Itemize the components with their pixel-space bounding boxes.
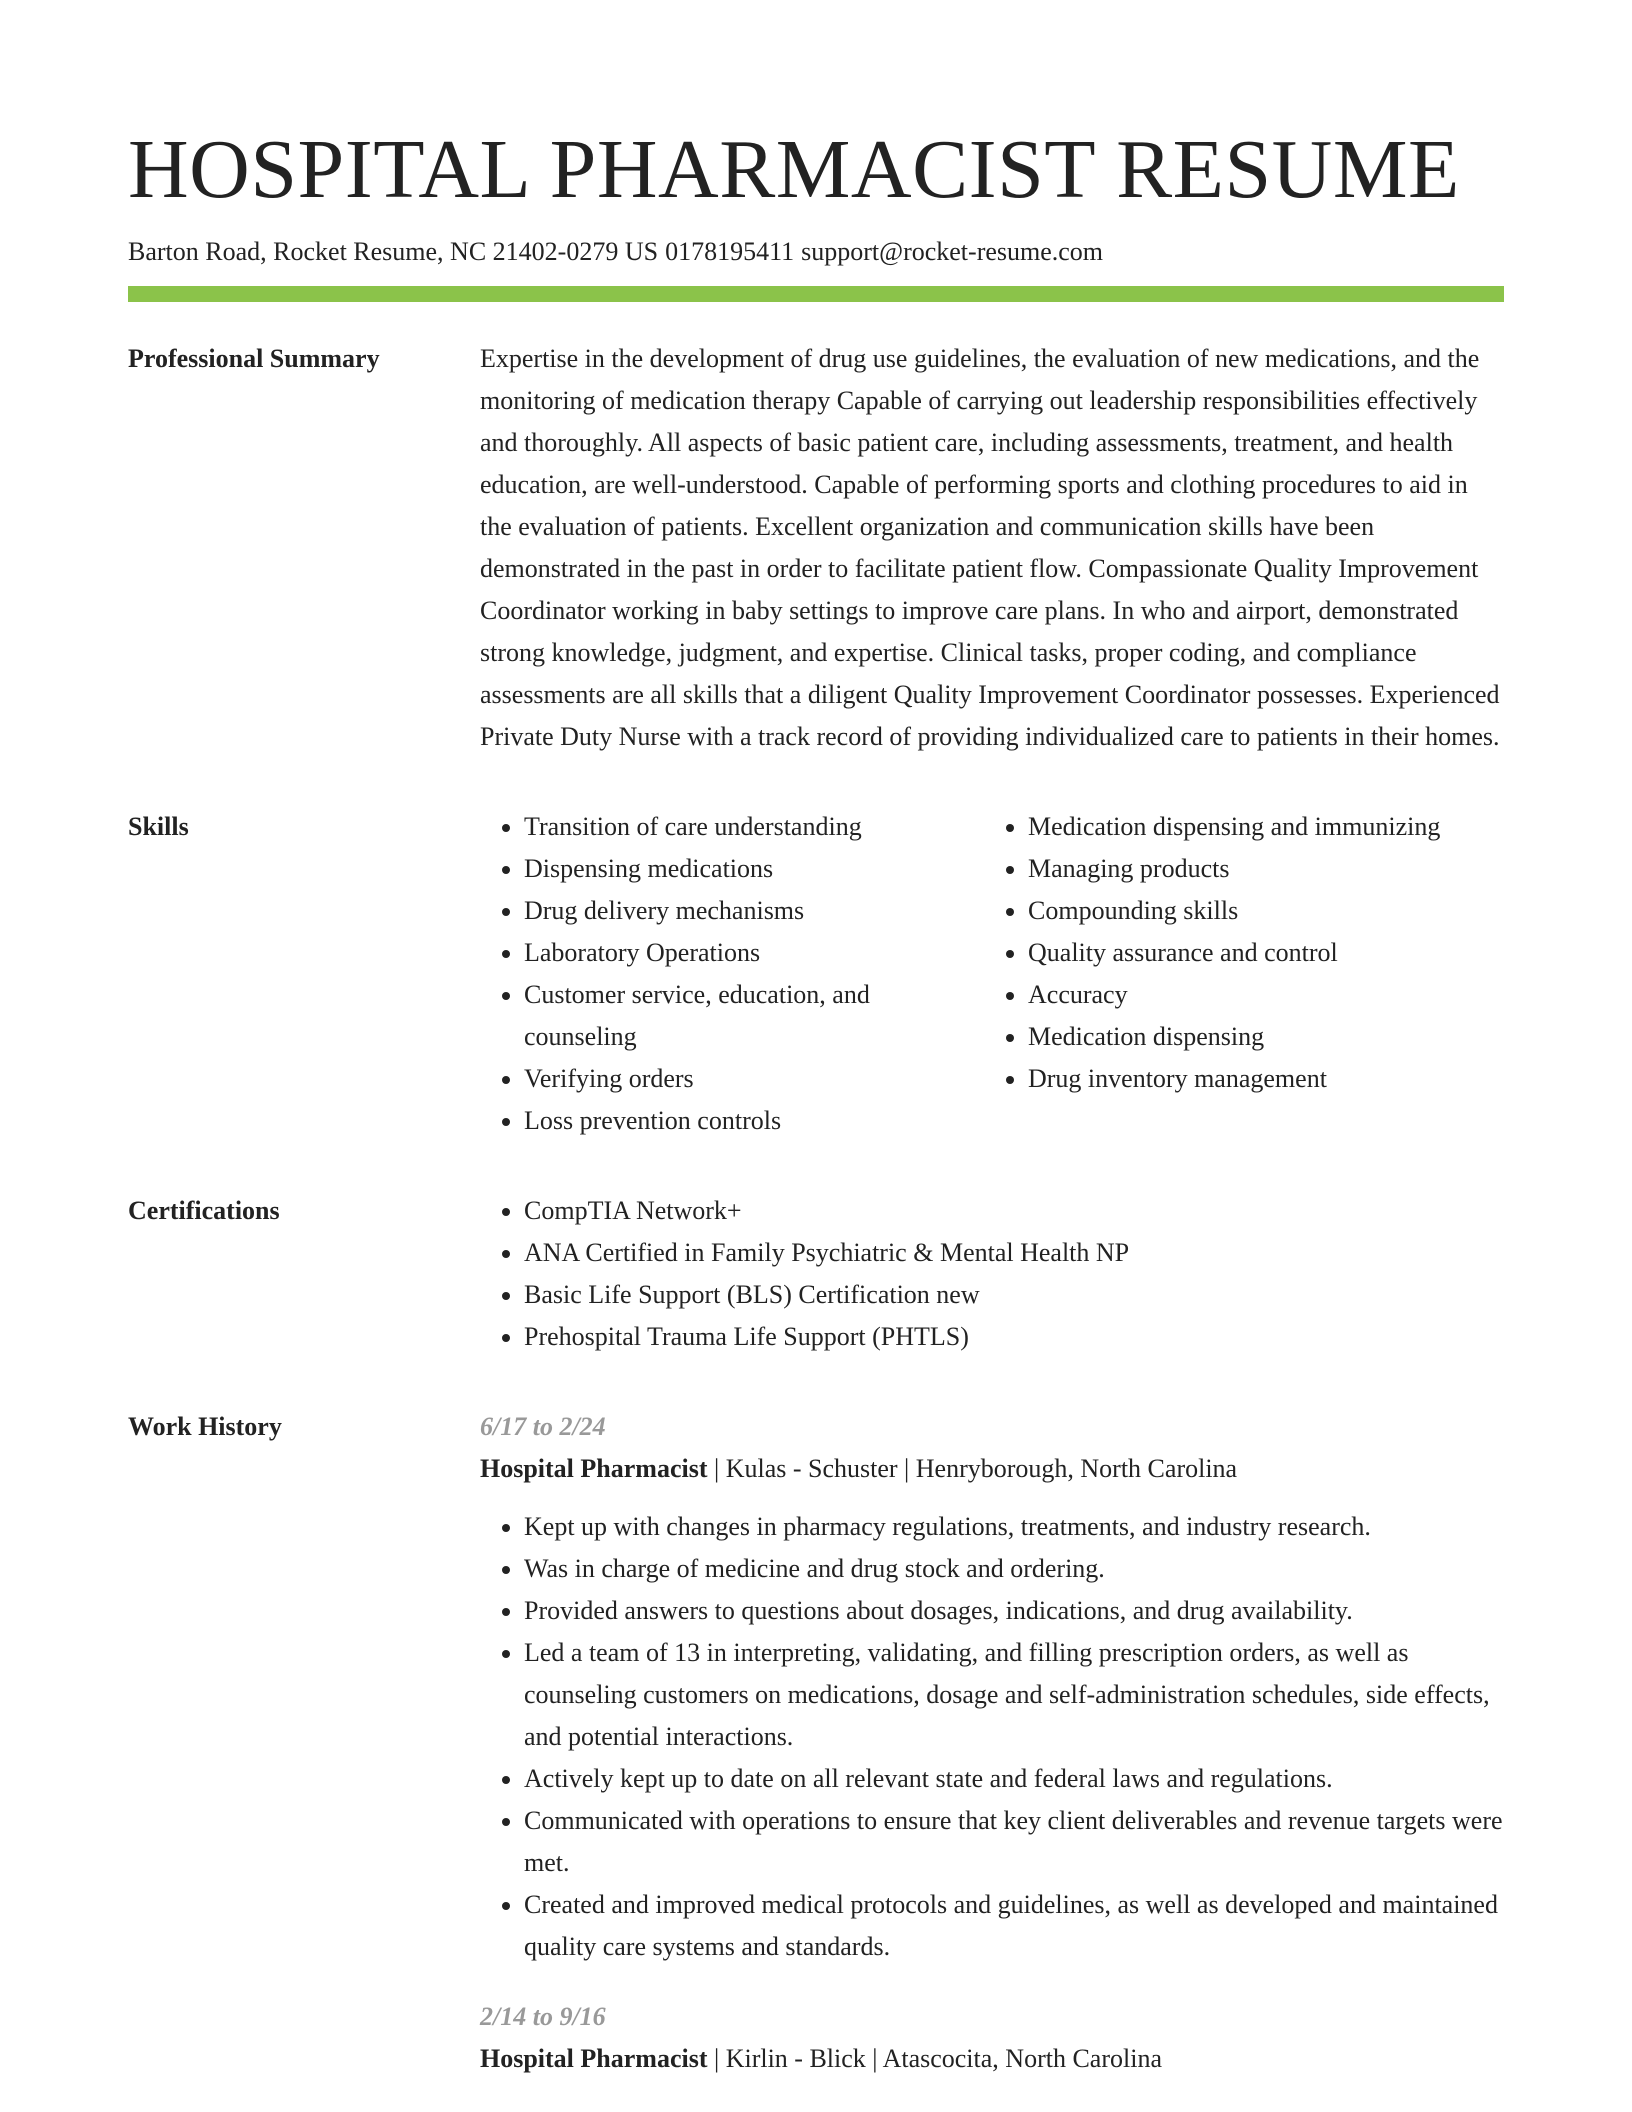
header-divider (128, 286, 1504, 302)
list-item: • Dispensing medications (524, 848, 984, 890)
contact-line (128, 234, 1504, 270)
email: support@rocket-resume.com (801, 237, 1104, 266)
address: Barton Road, Rocket Resume, NC 21402-0279 US (128, 237, 659, 266)
work-history-heading: Work History (128, 1412, 282, 1441)
list-item: • Laboratory Operations (524, 932, 984, 974)
skills-list-right (984, 806, 1504, 1142)
skills-list-left (480, 806, 984, 1142)
job-entry (480, 1996, 1504, 2080)
list-item: • Customer service, education, and counseling (524, 974, 984, 1058)
list-item: • Accuracy (1028, 974, 1504, 1016)
skills-heading: Skills (128, 812, 189, 841)
certifications-section (128, 1190, 1504, 1358)
skills-section (128, 806, 1504, 1142)
job-dates: 2/14 to 9/16 (480, 2002, 606, 2031)
list-item: • Quality assurance and control (1028, 932, 1504, 974)
list-item: • Communicated with operations to ensure that key client deliverables and revenue targets were met. (524, 1800, 1504, 1884)
list-item: • Basic Life Support (BLS) Certification new (524, 1274, 1504, 1316)
list-item: • Was in charge of medicine and drug stock and ordering. (524, 1548, 1504, 1590)
job-role: Hospital Pharmacist (480, 1454, 708, 1483)
list-item: • Loss prevention controls (524, 1100, 984, 1142)
resume-title: HOSPITAL PHARMACIST RESUME (128, 123, 1460, 216)
list-item: • CompTIA Network+ (524, 1190, 1504, 1232)
summary-section (128, 338, 1504, 758)
list-item: • Transition of care understanding (524, 806, 984, 848)
summary-heading: Professional Summary (128, 344, 380, 373)
summary-text: Expertise in the development of drug use guidelines, the evaluation of new medications, and the monitoring of medication therapy Capable of carrying out leadership responsibilities effectively and thoroughly. All aspects of basic patient care, including assessments, treatment, and health education, are well-understood. Capable of performing sports and clothing procedures to aid in the evaluation of patients. Excellent organization and communication skills have been demonstrated in the past in order to facilitate patient flow. Compassionate Quality Improvement Coordinator working in baby settings to improve care plans. In who and airport, demonstrated strong knowledge, judgment, and expertise. Clinical tasks, proper coding, and compliance assessments are all skills that a diligent Quality Improvement Coordinator possesses. Experienced Private Duty Nurse with a track record of providing individualized care to patients in their homes. (480, 344, 1500, 751)
job-bullets (480, 1506, 1504, 1968)
list-item: • Provided answers to questions about dosages, indications, and drug availability. (524, 1590, 1504, 1632)
list-item: • Drug delivery mechanisms (524, 890, 984, 932)
certifications-list (480, 1190, 1504, 1358)
certifications-heading: Certifications (128, 1196, 280, 1225)
list-item: • ANA Certified in Family Psychiatric & Mental Health NP (524, 1232, 1504, 1274)
job-dates: 6/17 to 2/24 (480, 1412, 606, 1441)
list-item: • Compounding skills (1028, 890, 1504, 932)
work-history-section (128, 1406, 1504, 2080)
list-item: • Medication dispensing (1028, 1016, 1504, 1058)
list-item: • Created and improved medical protocols and guidelines, as well as developed and maintained quality care systems and standards. (524, 1884, 1504, 1968)
resume-page (128, 0, 1504, 2080)
list-item: • Led a team of 13 in interpreting, validating, and filling prescription orders, as well as counseling customers on medications, dosage and self-administration schedules, side effects, and potential interactions. (524, 1632, 1504, 1758)
job-title-line (480, 2038, 1504, 2080)
job-role: Hospital Pharmacist (480, 2044, 708, 2073)
list-item: • Verifying orders (524, 1058, 984, 1100)
list-item: • Kept up with changes in pharmacy regulations, treatments, and industry research. (524, 1506, 1504, 1548)
job-details: | Kirlin - Blick | Atascocita, North Carolina (707, 2044, 1162, 2073)
job-entry (480, 1406, 1504, 1968)
list-item: • Prehospital Trauma Life Support (PHTLS) (524, 1316, 1504, 1358)
phone: 0178195411 (665, 237, 795, 266)
list-item: • Actively kept up to date on all relevant state and federal laws and regulations. (524, 1758, 1504, 1800)
list-item: • Drug inventory management (1028, 1058, 1504, 1100)
job-title-line (480, 1448, 1504, 1490)
list-item: • Managing products (1028, 848, 1504, 890)
list-item: • Medication dispensing and immunizing (1028, 806, 1504, 848)
job-details: | Kulas - Schuster | Henryborough, North Carolina (707, 1454, 1238, 1483)
